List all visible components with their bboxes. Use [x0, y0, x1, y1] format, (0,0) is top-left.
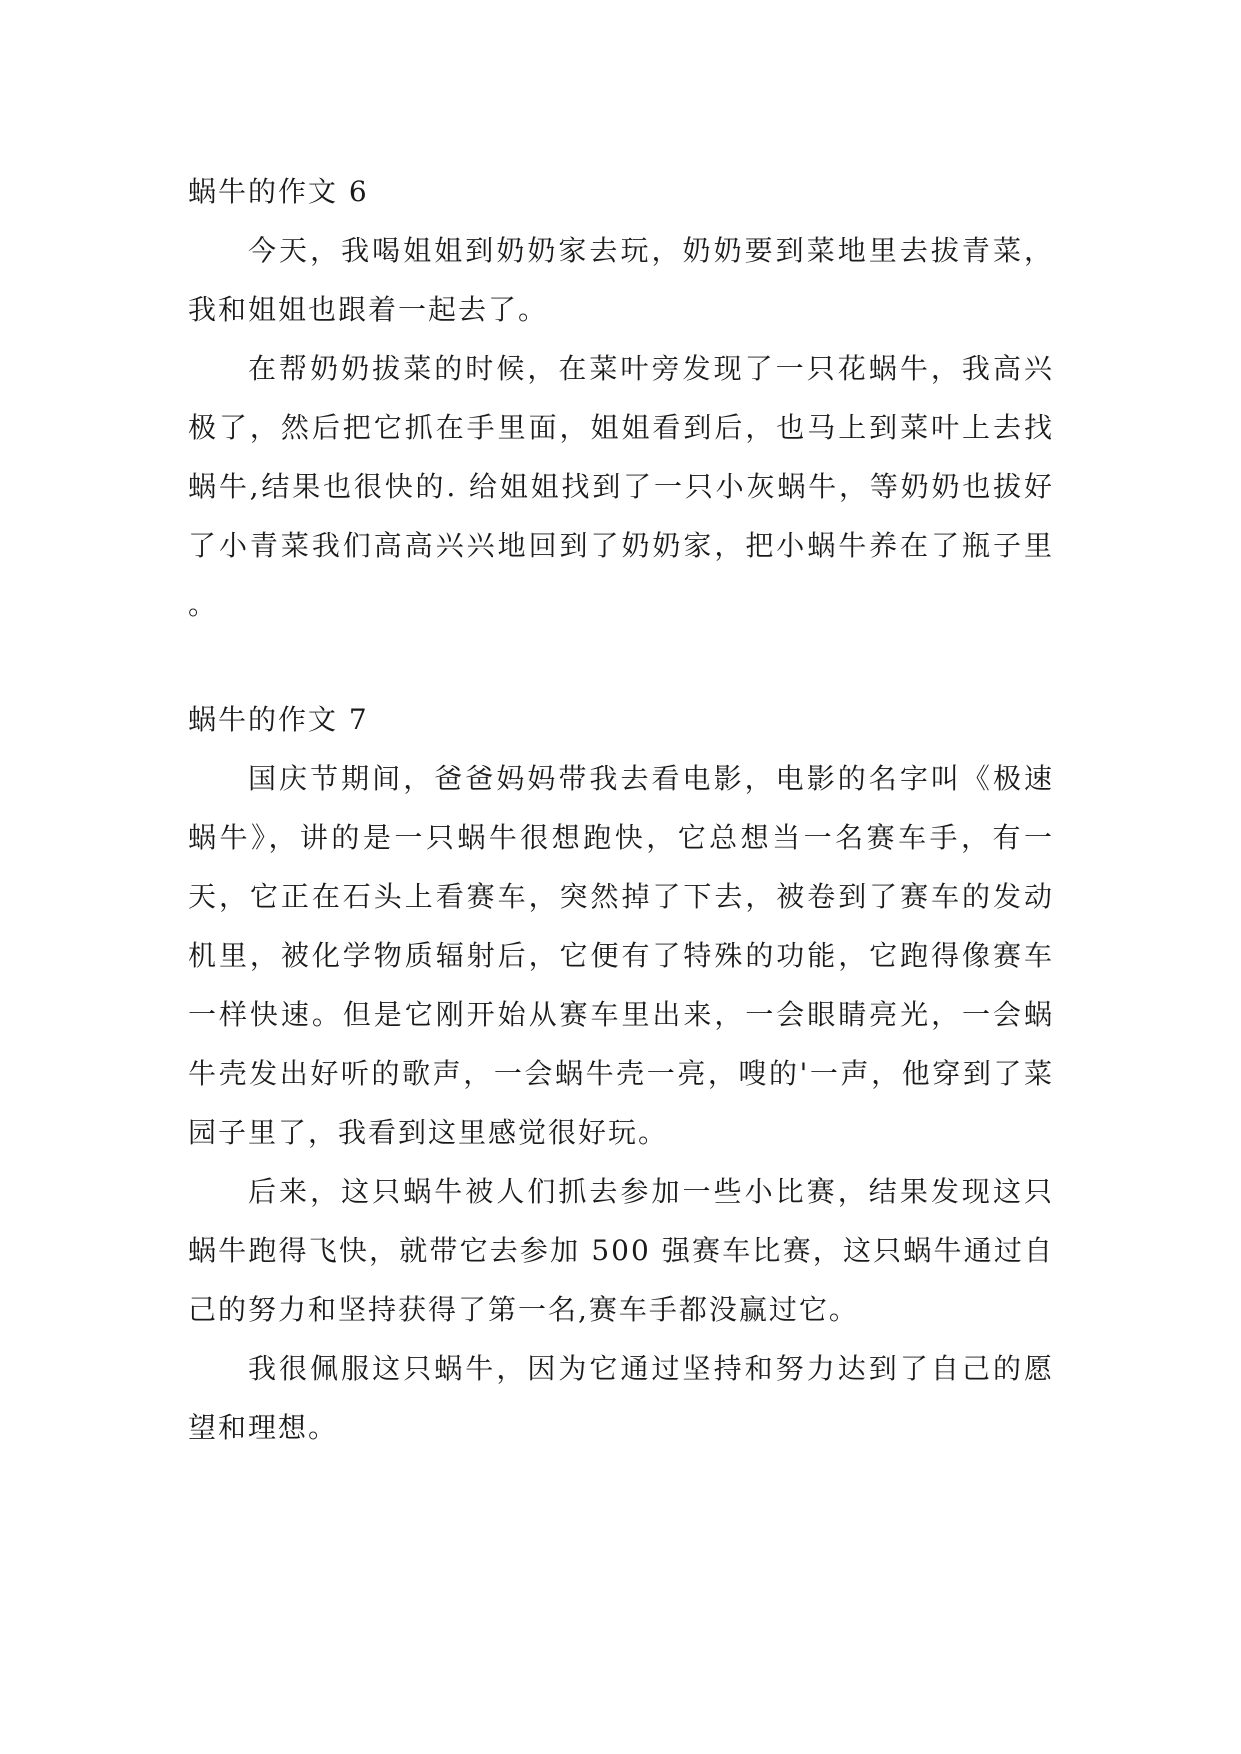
essay-paragraph: 后来，这只蜗牛被人们抓去参加一些小比赛，结果发现这只蜗牛跑得飞快，就带它去参加 500 强赛车比赛，这只蜗牛通过自己的努力和坚持获得了第一名,赛车手都没赢过它。	[188, 1175, 1054, 1326]
essay-title: 蜗牛的作文 6	[188, 175, 369, 208]
essay-paragraph: 今天，我喝姐姐到奶奶家去玩，奶奶要到菜地里去拔青菜，我和姐姐也跟着一起去了。	[188, 234, 1054, 326]
essay-6	[188, 162, 1054, 634]
essay-7	[188, 690, 1054, 1457]
essay-paragraph: 在帮奶奶拔菜的时候，在菜叶旁发现了一只花蜗牛，我高兴极了，然后把它抓在手里面，姐姐看到后，也马上到菜叶上去找蜗牛,结果也很快的. 给姐姐找到了一只小灰蜗牛，等奶奶也拔好了小青菜我们高高兴兴地回到了奶奶家，把小蜗牛养在了瓶子里 。	[188, 352, 1054, 621]
essay-title: 蜗牛的作文 7	[188, 703, 369, 736]
essay-paragraph: 国庆节期间，爸爸妈妈带我去看电影，电影的名字叫《极速蜗牛》，讲的是一只蜗牛很想跑快，它总想当一名赛车手，有一天，它正在石头上看赛车，突然掉了下去，被卷到了赛车的发动机里，被化学物质辐射后，它便有了特殊的功能，它跑得像赛车一样快速。但是它刚开始从赛车里出来，一会眼睛亮光，一会蜗牛壳发出好听的歌声，一会蜗牛壳一亮，嗖的'一声，他穿到了菜园子里了，我看到这里感觉很好玩。	[188, 762, 1054, 1149]
essay-paragraph: 我很佩服这只蜗牛，因为它通过坚持和努力达到了自己的愿望和理想。	[188, 1352, 1054, 1444]
document-body	[188, 162, 1054, 1457]
